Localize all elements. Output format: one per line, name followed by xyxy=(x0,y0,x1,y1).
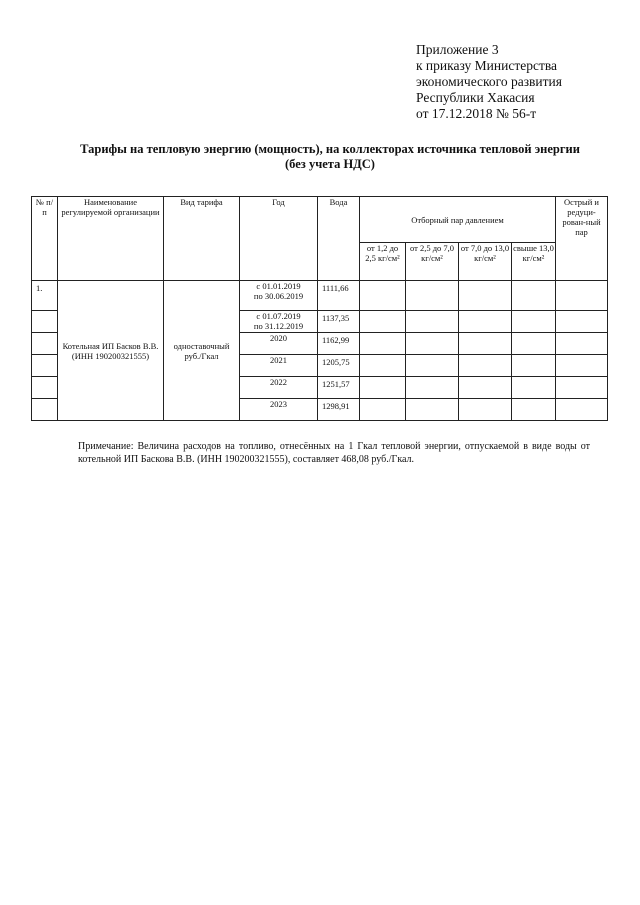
tariff-table xyxy=(31,196,608,421)
period-start: с 01.07.2019 xyxy=(256,311,301,321)
row-number: 1. xyxy=(32,281,58,311)
header-pressure-4: свыше 13,0 кг/см² xyxy=(512,243,556,281)
header-pressure-3: от 7,0 до 13,0 кг/см² xyxy=(459,243,512,281)
header-sharp-steam: Острый и редуци-рован-ный пар xyxy=(556,197,608,281)
appendix-line-4: Республики Хакасия xyxy=(416,90,535,105)
title-line-1: Тарифы на тепловую энергию (мощность), на коллекторах источника тепловой энергии xyxy=(80,142,580,156)
table-row xyxy=(32,281,608,311)
header-org: Наименование регулируемой организации xyxy=(58,197,164,281)
title-line-2: (без учета НДС) xyxy=(285,157,375,171)
header-pressure-1: от 1,2 до 2,5 кг/см² xyxy=(360,243,406,281)
period-cell xyxy=(240,281,318,311)
year-cell: 2022 xyxy=(240,377,318,399)
appendix-line-1: Приложение 3 xyxy=(416,42,499,57)
header-pressure-2: от 2,5 до 7,0 кг/см² xyxy=(406,243,459,281)
water-value: 1137,35 xyxy=(318,311,360,333)
appendix-block xyxy=(416,42,562,122)
document-title xyxy=(40,142,620,172)
header-num: № п/ п xyxy=(32,197,58,281)
period-end: по 30.06.2019 xyxy=(253,291,304,301)
org-name: Котельная ИП Басков В.В. (ИНН 190200321555) xyxy=(58,281,164,421)
year-cell: 2020 xyxy=(240,333,318,355)
appendix-line-5: от 17.12.2018 № 56-т xyxy=(416,106,537,121)
header-steam: Отборный пар давлением xyxy=(360,197,556,243)
appendix-line-2: к приказу Министерства xyxy=(416,58,558,73)
header-type: Вид тарифа xyxy=(164,197,240,281)
header-year: Год xyxy=(240,197,318,281)
appendix-line-3: экономического развития xyxy=(416,74,562,89)
year-cell: 2021 xyxy=(240,355,318,377)
header-water: Вода xyxy=(318,197,360,281)
period-cell xyxy=(240,311,318,333)
water-value: 1162,99 xyxy=(318,333,360,355)
period-start: с 01.01.2019 xyxy=(256,281,301,291)
period-end: по 31.12.2019 xyxy=(253,321,304,331)
tariff-type: одноставочный руб./Гкал xyxy=(164,281,240,421)
water-value: 1251,57 xyxy=(318,377,360,399)
water-value: 1111,66 xyxy=(318,281,360,311)
year-cell: 2023 xyxy=(240,399,318,421)
footnote: Примечание: Величина расходов на топливо, отнесённых на 1 Гкал тепловой энергии, отпускаемой в виде воды от котельной ИП Баскова В.В. (ИНН 190200321555), составляет 468,08 руб./Гкал. xyxy=(78,441,590,465)
water-value: 1298,91 xyxy=(318,399,360,421)
water-value: 1205,75 xyxy=(318,355,360,377)
